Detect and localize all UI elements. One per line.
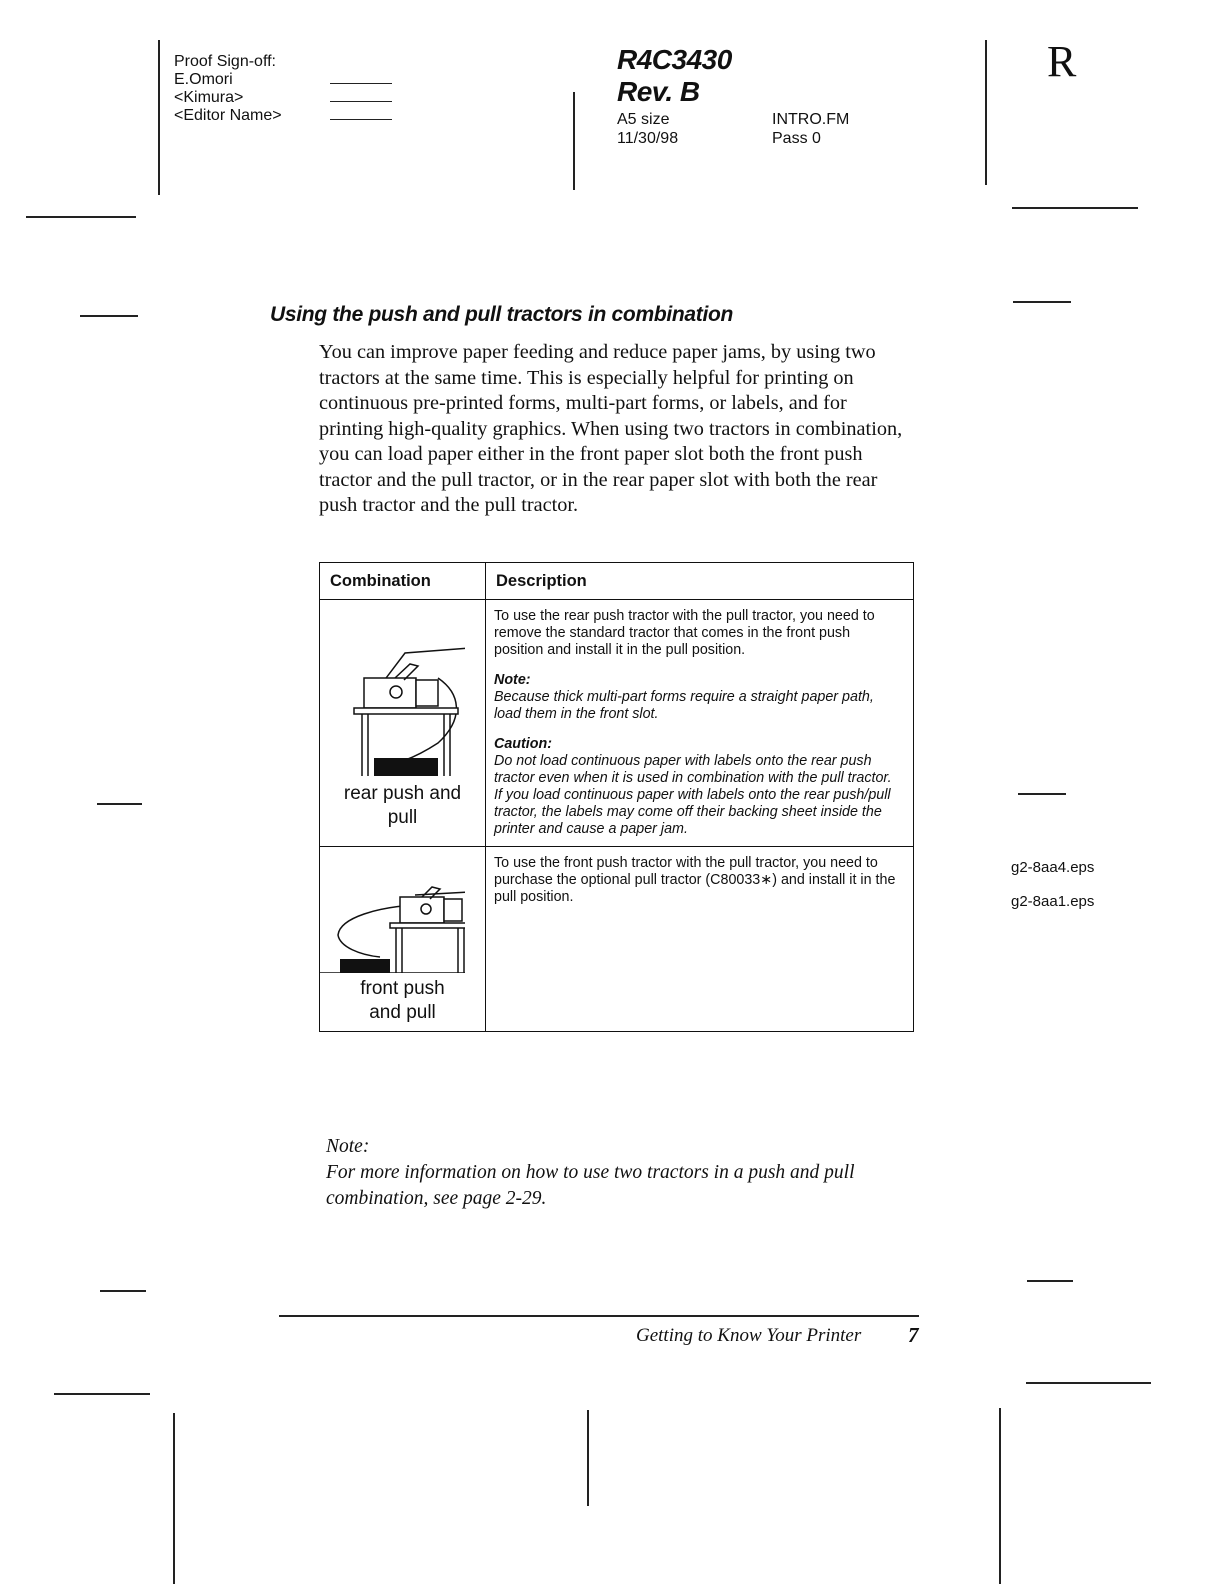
rear-push-pull-illustration (320, 608, 465, 778)
front-push-pull-illustration (320, 847, 465, 973)
note-heading: Note: (494, 672, 531, 688)
body-paragraph: You can improve paper feeding and reduce paper jams, by using two tractors at the same time. This is especially helpful for printing on continuous pre-printed forms, multi-part forms, or labels, and for printing high-quality graphics. When using two tractors in combination, you can load paper either in the front paper slot both the front push tractor and the pull tractor, or in the rear paper slot with both the rear push tractor and the pull tractor. (319, 341, 903, 516)
revision: Rev. B (617, 76, 700, 107)
table-header-row (320, 563, 914, 600)
document-meta (617, 110, 850, 148)
trim-mark (97, 803, 142, 805)
caution-heading: Caution: (494, 736, 552, 752)
combination-cell (320, 600, 486, 847)
signature-blank (330, 101, 392, 102)
proof-name: <Editor Name> (174, 107, 282, 124)
file-name: INTRO.FM (772, 111, 850, 128)
page-number: 7 (908, 1323, 919, 1347)
combination-cell (320, 847, 486, 1032)
proof-row (174, 53, 392, 71)
trim-mark (587, 1410, 589, 1506)
eps-label: g2-8aa4.eps (1011, 859, 1095, 876)
table-row (320, 600, 914, 847)
trim-mark (1013, 301, 1071, 303)
page-note (326, 1134, 906, 1212)
trim-mark (1027, 1280, 1073, 1282)
footer-title: Getting to Know Your Printer (636, 1325, 862, 1346)
trim-mark (1018, 793, 1066, 795)
section-heading: Using the push and pull tractors in combination (270, 303, 734, 326)
paper-size: A5 size (617, 111, 670, 128)
trim-mark (1012, 207, 1138, 209)
proof-name: E.Omori (174, 71, 233, 88)
description-intro: To use the front push tractor with the pull tractor, you need to purchase the optional pull tractor (C80033∗) and install it in the pull position. (494, 855, 896, 905)
meta-right (772, 110, 849, 148)
signature-blank (330, 83, 392, 84)
combination-table (319, 562, 914, 1032)
trim-mark (100, 1290, 146, 1292)
note-text: For more information on how to use two tractors in a push and pull combination, see page 2-29. (326, 1162, 855, 1209)
doc-date: 11/30/98 (617, 130, 679, 147)
proof-row (174, 107, 392, 125)
trim-mark (173, 1413, 175, 1584)
column-header-description: Description (486, 563, 914, 600)
trim-mark (54, 1393, 150, 1395)
document-code (617, 44, 732, 108)
trim-mark (158, 40, 160, 195)
corner-mark: R (1047, 37, 1077, 86)
note-heading: Note: (326, 1136, 370, 1157)
eps-label: g2-8aa1.eps (1011, 893, 1095, 910)
proof-label: Proof Sign-off: (174, 53, 276, 70)
code-number: R4C3430 (617, 44, 732, 75)
signature-blank (330, 119, 392, 120)
combination-caption: rear push and pull (343, 783, 462, 828)
column-header-combination: Combination (320, 563, 486, 600)
trim-mark (80, 315, 138, 317)
caution-text: Do not load continuous paper with labels onto the rear push tractor even when it is used in combination with the pull tractor. If you load continuous paper with labels onto the rear push/pull tractor, the labels may come off their backing sheet inside the printer and cause a paper jam. (494, 753, 892, 837)
trim-mark (573, 92, 575, 190)
trim-mark (999, 1408, 1001, 1584)
proof-signoff (174, 53, 392, 125)
combination-caption: front push and pull (360, 978, 445, 1023)
proof-row (174, 89, 392, 107)
description-cell (486, 847, 914, 1032)
proof-name: <Kimura> (174, 89, 244, 106)
trim-mark (1026, 1382, 1151, 1384)
trim-mark (26, 216, 136, 218)
pass-number: Pass 0 (772, 130, 821, 147)
trim-mark (985, 40, 987, 185)
description-cell (486, 600, 914, 847)
note-text: Because thick multi-part forms require a straight paper path, load them in the front slot. (494, 689, 874, 722)
footer-rule (279, 1315, 919, 1317)
description-intro: To use the rear push tractor with the pull tractor, you need to remove the standard tractor that comes in the front push position and install it in the pull position. (494, 608, 875, 658)
proof-row (174, 71, 392, 89)
table-row (320, 847, 914, 1032)
